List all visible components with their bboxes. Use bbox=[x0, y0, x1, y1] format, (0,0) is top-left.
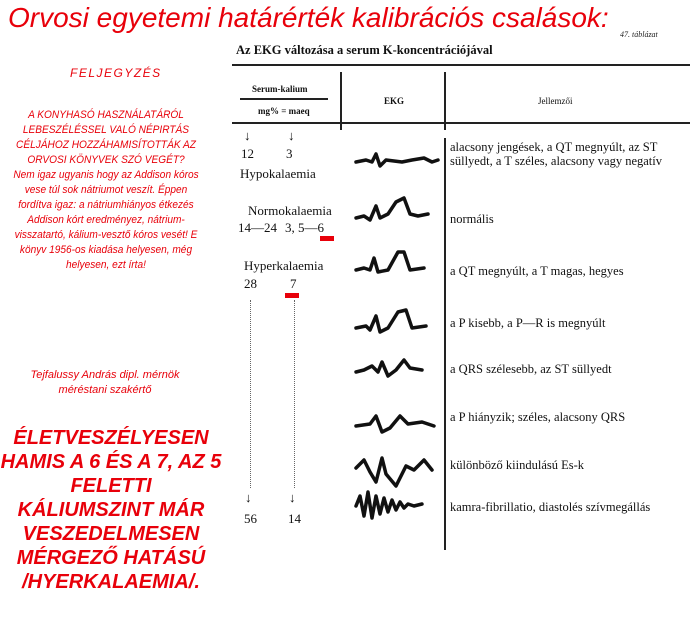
feature-hypo: alacsony jengések, a QT megnyúlt, az ST süllyedt, a T széles, alacsony vagy negatív bbox=[450, 140, 662, 168]
red-underline-hyper bbox=[285, 293, 299, 298]
ekg-trace-normal bbox=[356, 198, 428, 220]
arrow-1: ↓ bbox=[244, 128, 251, 143]
ekg-trace-wide-qrs bbox=[356, 360, 422, 376]
ekg-trace-small-p bbox=[356, 310, 426, 332]
ekg-trace-fibrillation bbox=[356, 492, 422, 518]
arrow-2: ↓ bbox=[288, 128, 295, 143]
normo-label: Normokalaemia bbox=[248, 203, 332, 218]
red-underline-normo bbox=[320, 236, 334, 241]
features-column-rule bbox=[444, 138, 446, 550]
ekg-trace-peaked-t bbox=[356, 252, 424, 272]
header-features: Jellemzői bbox=[538, 96, 573, 106]
ekg-trace-hypo bbox=[356, 154, 438, 166]
hypo-label: Hypokalaemia bbox=[240, 166, 316, 181]
feature-ectopic: különböző kiindulású Es-k bbox=[450, 458, 585, 472]
dotted-line-mg bbox=[250, 300, 251, 488]
final-maeq: 14 bbox=[288, 511, 301, 526]
hypo-maeq: 3 bbox=[286, 146, 293, 161]
feature-wide-qrs: a QRS szélesebb, az ST süllyedt bbox=[450, 362, 612, 376]
table-number: 47. táblázat bbox=[620, 30, 658, 39]
arrow-4: ↓ bbox=[289, 490, 296, 505]
arrow-3: ↓ bbox=[245, 490, 252, 505]
note-caps-text: A KONYHASÓ HASZNÁLATÁRÓL LEBESZÉLÉSSEL VALÓ NÉPIRTÁS CÉLJÁHOZ HOZZÁHAMISÍTOTTÁK AZ ORVOSI KÖNYVEK SZÓ VEGÉT? bbox=[16, 109, 196, 166]
header-ekg: EKG bbox=[384, 96, 405, 106]
feature-no-p: a P hiányzik; széles, alacsony QRS bbox=[450, 410, 626, 424]
feature-peaked-t: a QT megnyúlt, a T magas, hegyes bbox=[450, 264, 624, 278]
ekg-trace-no-p bbox=[356, 416, 434, 432]
note-body bbox=[8, 108, 203, 273]
hyper-maeq: 7 bbox=[290, 276, 297, 291]
header-sub-rule bbox=[240, 98, 328, 100]
hyper-label: Hyperkalaemia bbox=[244, 258, 324, 273]
page-title: Orvosi egyetemi határérték kalibrációs csalások: bbox=[8, 2, 609, 33]
note-author: Tejfalussy András dipl. mérnök méréstani szakértő bbox=[30, 369, 180, 396]
hypo-mg: 12 bbox=[241, 146, 254, 161]
feature-small-p: a P kisebb, a P—R is megnyúlt bbox=[450, 316, 606, 330]
table-top-rule bbox=[232, 64, 690, 66]
table-caption: Az EKG változása a serum K-koncentrációjával bbox=[236, 43, 493, 57]
feature-normal: normális bbox=[450, 212, 494, 226]
note-heading: FELJEGYZÉS bbox=[70, 66, 162, 80]
hyper-mg: 28 bbox=[244, 276, 257, 291]
ekg-trace-ectopic bbox=[356, 458, 432, 486]
table-header-rule bbox=[232, 122, 690, 124]
header-serum: Serum-kalium bbox=[252, 84, 308, 94]
normo-mg: 14—24 bbox=[238, 220, 277, 235]
feature-fibrillation: kamra-fibrillatio, diastolés szívmegállás bbox=[450, 500, 651, 514]
ekg-traces bbox=[352, 140, 442, 520]
dotted-line-maeq bbox=[294, 300, 295, 488]
header-divider-1 bbox=[340, 72, 342, 130]
header-divider-2 bbox=[444, 72, 446, 130]
warning-text: ÉLETVESZÉLYESEN HAMIS A 6 ÉS A 7, AZ 5 FELETTI KÁLIUMSZINT MÁR VESZEDELMESEN MÉRGEZŐ HATÁSÚ /HYERKALAEMIA/. bbox=[0, 427, 222, 593]
final-mg: 56 bbox=[244, 511, 257, 526]
note-body-text: Nem igaz ugyanis hogy az Addison kóros vese túl sok nátriumot veszít. Éppen fordítva igaz: a nátriumhiányos étkezés Addison kórt eredményez, nátrium-visszatartó, kálium-vesztő kóros vesét! E könyv 1956-os kiadása helyesen, még helyesen, ezt írta! bbox=[13, 169, 199, 271]
normo-maeq: 3, 5—6 bbox=[285, 220, 324, 235]
header-units: mg% = maeq bbox=[258, 106, 310, 116]
